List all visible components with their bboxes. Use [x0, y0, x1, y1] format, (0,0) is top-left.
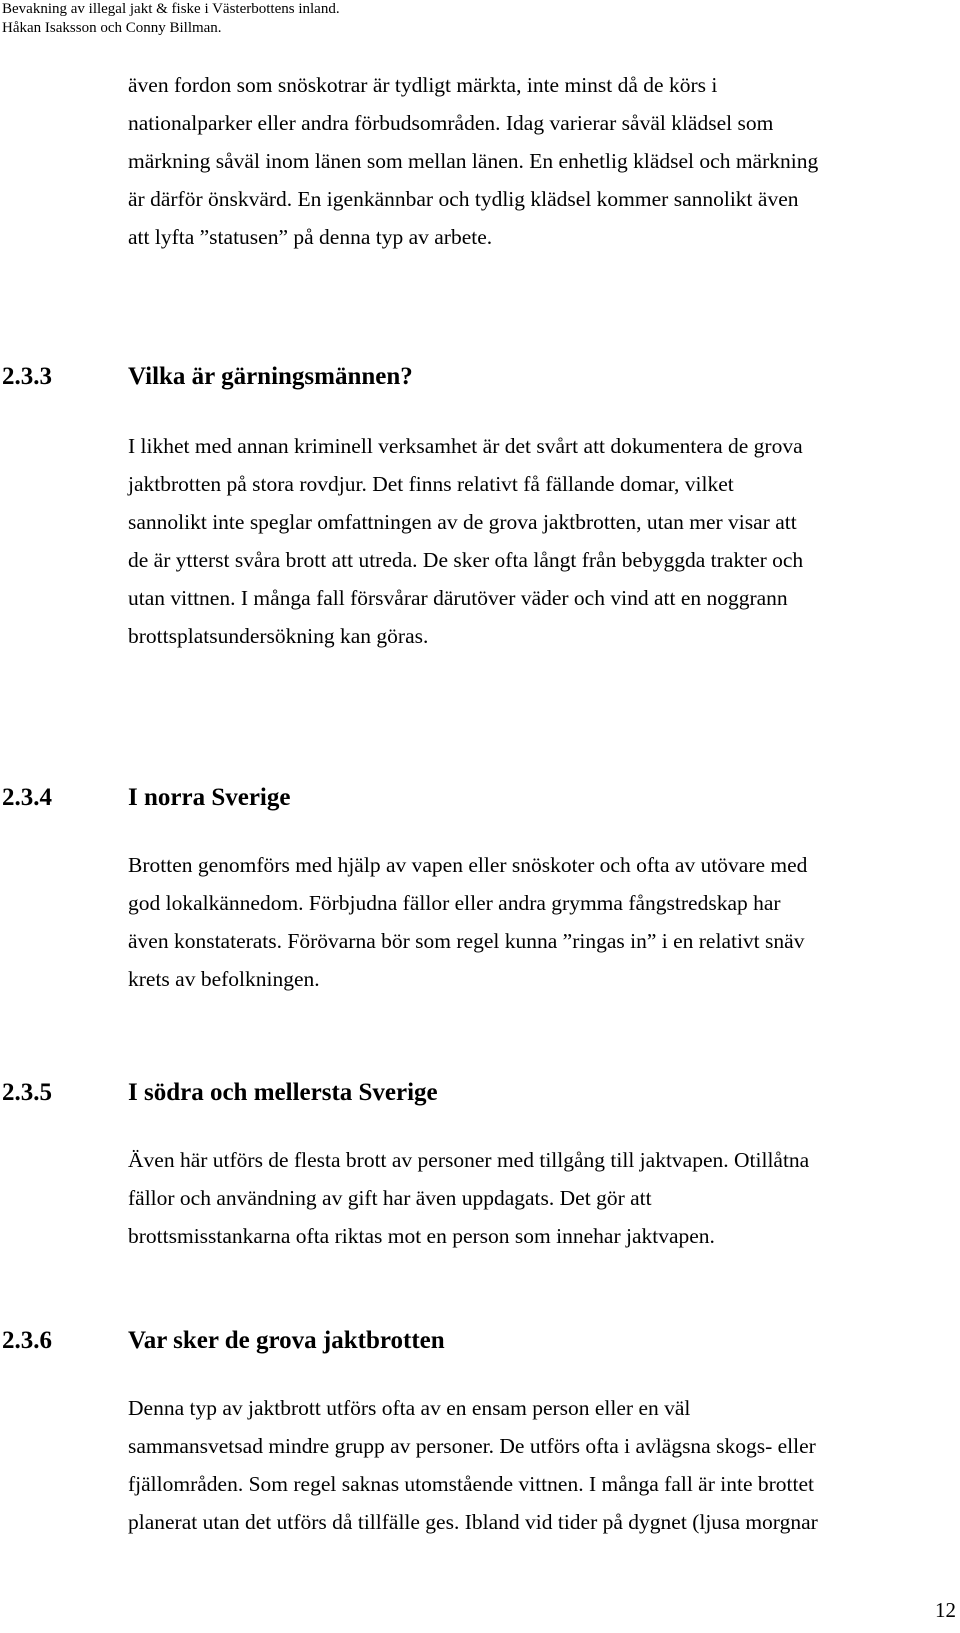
text-line: är därför önskvärd. En igenkännbar och tydlig klädsel kommer sannolikt även	[128, 187, 799, 211]
section-number: 2.3.6	[2, 1327, 52, 1354]
text-line: I likhet med annan kriminell verksamhet är det svårt att dokumentera de grova	[128, 434, 803, 458]
intro-paragraph	[128, 66, 958, 256]
page-number: 12	[935, 1598, 956, 1622]
header-authors: Håkan Isaksson och Conny Billman.	[2, 20, 222, 36]
section-paragraph	[128, 1141, 958, 1255]
text-line: krets av befolkningen.	[128, 967, 320, 991]
section-number: 2.3.5	[2, 1079, 52, 1106]
section-title: Vilka är gärningsmännen?	[128, 363, 413, 390]
text-line: Denna typ av jaktbrott utförs ofta av en ensam person eller en väl	[128, 1396, 691, 1420]
text-line: brottsplatsundersökning kan göras.	[128, 624, 429, 648]
text-line: de är ytterst svåra brott att utreda. De sker ofta långt från bebyggda trakter och	[128, 548, 804, 572]
section-paragraph	[128, 846, 958, 998]
section-paragraph	[128, 427, 958, 655]
header-title: Bevakning av illegal jakt & fiske i Västerbottens inland.	[2, 1, 340, 17]
text-line: planerat utan det utförs då tillfälle ges. Ibland vid tider på dygnet (ljusa morgnar	[128, 1510, 818, 1534]
text-line: sammansvetsad mindre grupp av personer. De utförs ofta i avlägsna skogs- eller	[128, 1434, 816, 1458]
text-line: brottsmisstankarna ofta riktas mot en person som innehar jaktvapen.	[128, 1224, 715, 1248]
text-line: fällor och användning av gift har även uppdagats. Det gör att	[128, 1186, 652, 1210]
section-title: I södra och mellersta Sverige	[128, 1079, 438, 1106]
text-line: nationalparker eller andra förbudsområden. Idag varierar såväl klädsel som	[128, 111, 774, 135]
section-heading	[2, 783, 290, 813]
text-line: god lokalkännedom. Förbjudna fällor eller andra grymma fångstredskap har	[128, 891, 781, 915]
section-title: Var sker de grova jaktbrotten	[128, 1327, 445, 1354]
section-number: 2.3.4	[2, 784, 52, 811]
text-line: utan vittnen. I många fall försvårar därutöver väder och vind att en noggrann	[128, 586, 788, 610]
text-line: att lyfta ”statusen” på denna typ av arbete.	[128, 225, 493, 249]
section-heading	[2, 1326, 445, 1356]
text-line: jaktbrotten på stora rovdjur. Det finns relativt få fällande domar, vilket	[128, 472, 734, 496]
text-line: sannolikt inte speglar omfattningen av de grova jaktbrotten, utan mer visar att	[128, 510, 797, 534]
section-title: I norra Sverige	[128, 784, 291, 811]
text-line: även konstaterats. Förövarna bör som regel kunna ”ringas in” i en relativt snäv	[128, 929, 805, 953]
text-line: Brotten genomförs med hjälp av vapen eller snöskoter och ofta av utövare med	[128, 853, 808, 877]
section-heading	[2, 362, 413, 392]
text-line: Även här utförs de flesta brott av personer med tillgång till jaktvapen. Otillåtna	[128, 1148, 810, 1172]
section-heading	[2, 1078, 438, 1108]
section-number: 2.3.3	[2, 363, 52, 390]
text-line: märkning såväl inom länen som mellan länen. En enhetlig klädsel och märkning	[128, 149, 819, 173]
running-header	[2, 0, 340, 38]
section-paragraph	[128, 1389, 958, 1541]
text-line: fjällområden. Som regel saknas utomstående vittnen. I många fall är inte brottet	[128, 1472, 814, 1496]
text-line: även fordon som snöskotrar är tydligt märkta, inte minst då de körs i	[128, 73, 718, 97]
